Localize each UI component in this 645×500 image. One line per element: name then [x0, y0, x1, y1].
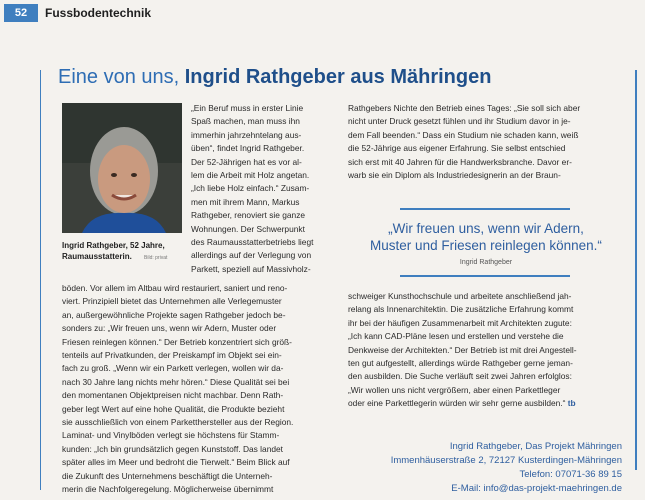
text-line: tenteils auf Privatkunden, der Preiskampf im Objekt sei ein- [62, 350, 282, 361]
text-line-content: oder eine Parkettlegerin würden wir sehr gerne ausbilden.“ [348, 398, 566, 409]
text-line: Denkweise der Architekten.“ Der Betrieb ist mit drei Angestell- [348, 344, 577, 355]
text-line: Spaß machen, man muss ihn [191, 116, 300, 127]
pull-quote [348, 220, 624, 254]
portrait-photo [62, 103, 182, 233]
left-accent-rule [40, 70, 41, 490]
text-line: kunden: „Ich bin grundsätzlich gegen Kunststoff. Das landet [62, 443, 283, 454]
text-line: die 52-Jährige aus eigener Erfahrung. Sie selbst entschied [348, 143, 566, 154]
text-line: Rathgebers Nichte den Betrieb eines Tages: „Sie soll sich aber [348, 103, 581, 113]
article-headline [58, 66, 491, 89]
text-line: den ausbilden. Die Suche verläuft seit zwei Jahren erfolglos: [348, 371, 572, 382]
contact-email: E-Mail: info@das-projekt-maehringen.de [451, 483, 622, 494]
photo-credit: Bild: privat [144, 255, 168, 261]
text-column-b [62, 282, 334, 497]
text-line: „Ich liebe Holz einfach.“ Zusam- [191, 183, 310, 194]
text-line: sich erst mit 40 Jahren für die Handwerksbranche. Davor er- [348, 156, 572, 167]
text-line: ihr bei der häufigen Zusammenarbeit mit Architekten zugute: [348, 317, 572, 328]
text-line: immerhin jahrzehntelang aus- [191, 129, 302, 140]
headline-name: Ingrid Rathgeber aus Mähringen [184, 66, 492, 88]
text-line: Laminat- und Vinylböden verlegt sie höchstens für Stamm- [62, 430, 280, 441]
text-line: fach zu groß. „Wenn wir ein Parkett verlegen, wollen wir da- [62, 363, 284, 374]
text-line: Der 52-Jährigen hat es vor al- [191, 156, 302, 167]
text-line: „Ein Beruf muss in erster Linie [191, 103, 304, 113]
text-column-d [348, 290, 618, 411]
quote-rule-bottom [400, 275, 570, 277]
text-line: üben“, findet Ingrid Rathgeber. [191, 143, 305, 154]
quote-line-1: „Wir freuen uns, wenn wir Adern, [388, 221, 584, 236]
text-line: Friesen reinlegen können.“ Der Betrieb konzentriert sich größ- [62, 336, 292, 347]
right-accent-rule [635, 70, 637, 470]
caption-line-1: Ingrid Rathgeber, 52 Jahre, [62, 241, 165, 250]
contact-phone: Telefon: 07071-36 89 15 [519, 469, 622, 480]
text-line: geber legt Wert auf eine hohe Qualität, die Produkte bezieht [62, 403, 285, 414]
text-line: viert. Prinzipiell bietet das Unternehmen alle Verlegemuster [62, 296, 282, 307]
photo-caption [62, 240, 187, 264]
text-column-a [191, 102, 329, 276]
text-line: an, außergewöhnliche Projekte sagen Rathgeber jedoch be- [62, 309, 286, 320]
text-line: warb sie ein Diplom als Industriedesignerin an der Braun- [348, 170, 561, 181]
page-number: 52 [4, 4, 38, 22]
text-line: die Zukunft des Unternehmens beschäftigt die Unterneh- [62, 470, 273, 481]
quote-line-2: Muster und Friesen reinlegen können.“ [370, 238, 602, 253]
text-line: relang als Innenarchitektin. Die zusätzliche Erfahrung kommt [348, 304, 574, 315]
text-line: lem die Arbeit mit Holz angetan. [191, 170, 310, 181]
text-line: böden. Vor allem im Altbau wird restauriert, saniert und reno- [62, 283, 288, 293]
text-line: später alles im Meer und bedroht die Tierwelt.“ Beim Blick auf [62, 457, 290, 468]
headline-prefix: Eine von uns, [58, 66, 185, 88]
text-line: sie ausschließlich von einem Parketthersteller aus der Region. [62, 417, 294, 428]
text-line: merin die Nachfolgeregelung. Möglicherweise übernimmt [62, 484, 274, 495]
text-line [348, 397, 618, 410]
portrait-illustration [62, 103, 182, 233]
text-line: Rathgeber, renoviert sie ganze [191, 210, 306, 221]
quote-author: Ingrid Rathgeber [459, 259, 513, 266]
contact-name: Ingrid Rathgeber, Das Projekt Mähringen [449, 441, 622, 452]
section-title: Fussbodentechnik [45, 6, 152, 20]
text-line: nicht unter Druck gesetzt fühlen und ihr Studium davor in je- [348, 116, 571, 127]
caption-line-2: Raumausstatterin. [62, 252, 132, 261]
text-line: dem Fall beenden.“ Dass ein Studium nie schaden kann, weiß [348, 129, 579, 140]
text-line: „Ich kann CAD-Pläne lesen und erstellen und verstehe die [348, 331, 564, 342]
text-line: sonders zu: „Wir freuen uns, wenn wir Adern, Muster oder [62, 323, 277, 334]
text-line: schweiger Kunsthochschule und arbeitete anschließend jah- [348, 291, 572, 301]
text-line: men mit ihrem Mann, Markus [191, 196, 300, 207]
contact-block [380, 440, 622, 496]
text-line: Wohnungen. Der Schwerpunkt [191, 223, 305, 234]
text-column-c [348, 102, 618, 182]
text-line: des Raumausstatterbetriebs liegt [191, 237, 314, 248]
text-line: ten gut aufgestellt, allerdings würde Rathgeber gerne jeman- [348, 358, 573, 369]
text-line: Parkett, speziell auf Massivholz- [191, 263, 311, 274]
text-line: nach 30 Jahre lang nichts mehr hören.“ Diese Qualität sei bei [62, 376, 290, 387]
quote-rule-top [400, 208, 570, 210]
contact-address: Immenhäuserstraße 2, 72127 Kusterdingen-Mähringen [390, 455, 622, 466]
text-line: allerdings auf der Verlegung von [191, 250, 312, 261]
author-signature: tb [567, 398, 576, 409]
text-line: „Wir wollen uns nicht vergrößern, aber einen Parkettleger [348, 384, 561, 395]
text-line: den momentanen Objektpreisen nicht machbar. Denn Rath- [62, 390, 284, 401]
